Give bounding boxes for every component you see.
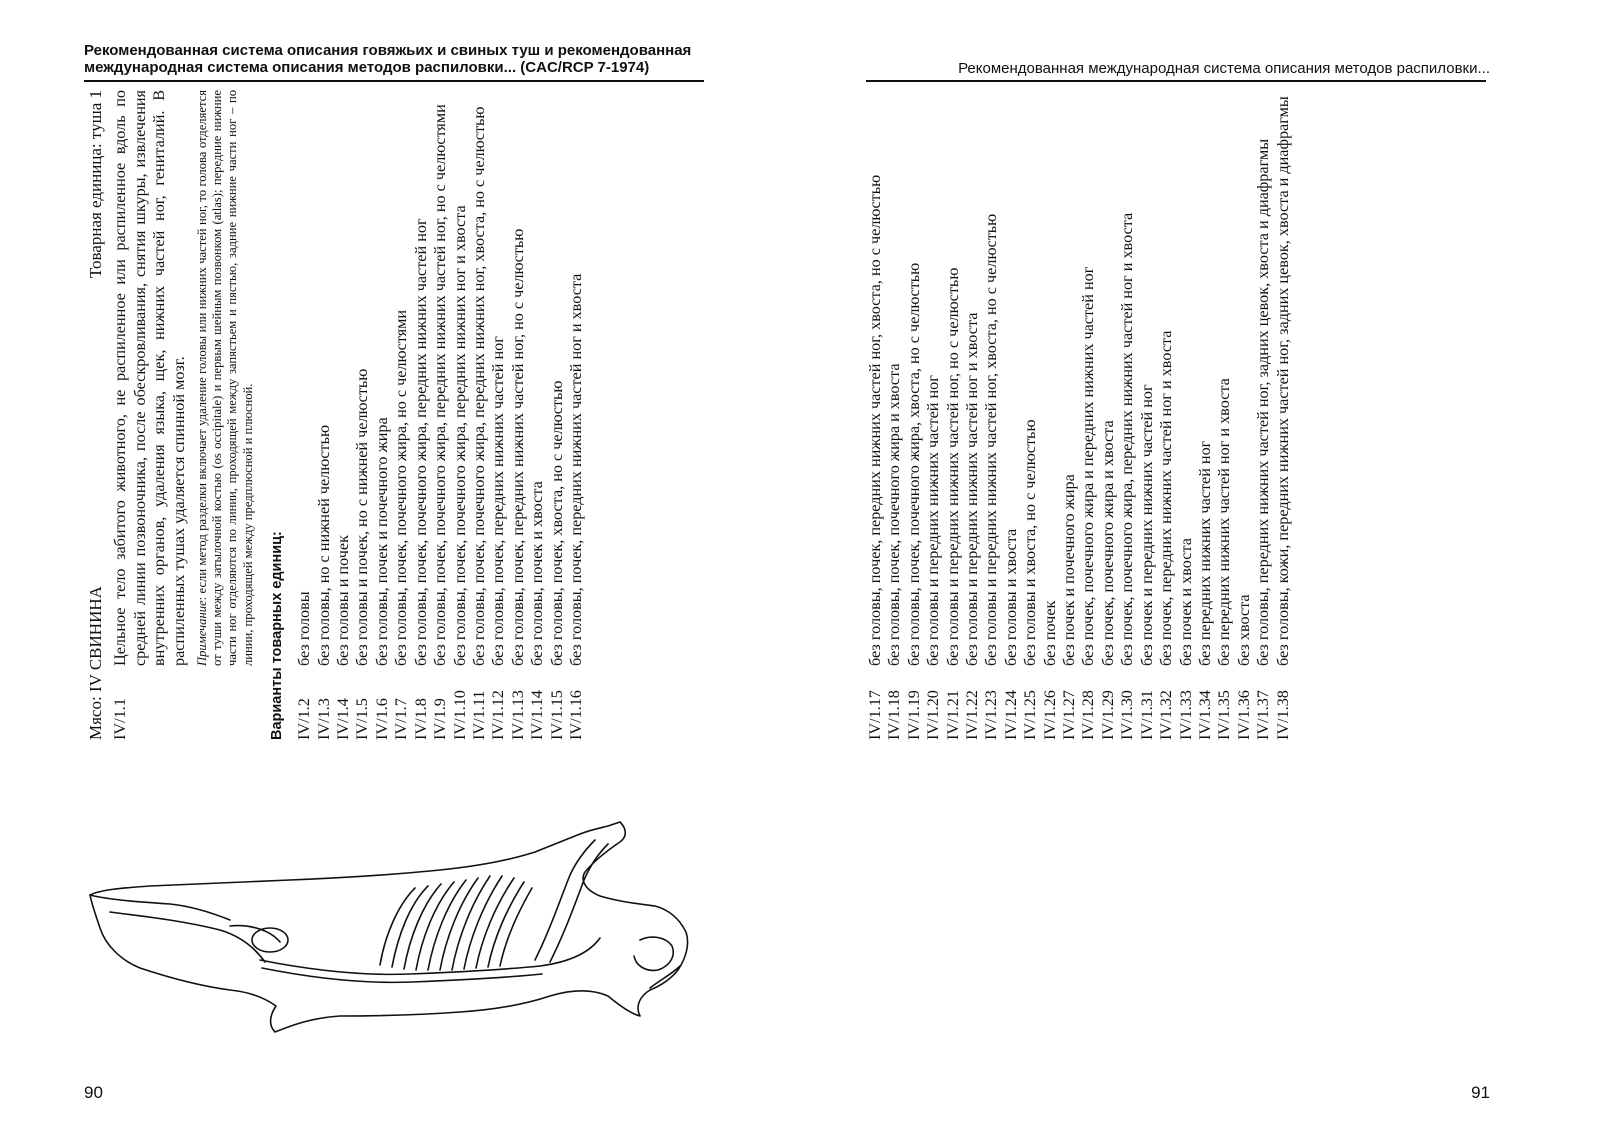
variant-text: без головы, почек, почечного жира, передних нижних частей ног, но с челюстями — [431, 104, 450, 666]
left-variants-list — [295, 90, 586, 740]
variant-code: IV/1.7 — [392, 698, 411, 740]
variant-text: без головы, но с нижней челюстью — [314, 424, 333, 666]
right-variants-list — [866, 90, 1293, 740]
variant-code: IV/1.15 — [547, 690, 566, 740]
variant-code: IV/1.30 — [1118, 690, 1137, 740]
variant-text: без почек, почечного жира и хвоста — [1098, 420, 1117, 666]
variant-code: IV/1.32 — [1157, 690, 1176, 740]
variant-row — [353, 90, 372, 740]
variant-row — [451, 90, 470, 740]
main-definition — [111, 90, 189, 740]
variant-text: без головы — [295, 591, 314, 666]
variant-code: IV/1.19 — [904, 690, 923, 740]
variant-row — [905, 90, 924, 740]
variant-code: IV/1.13 — [508, 690, 527, 740]
variant-row — [431, 90, 450, 740]
variant-row — [982, 90, 1001, 740]
variant-code: IV/1.3 — [314, 698, 333, 740]
variant-row — [963, 90, 982, 740]
variant-row — [866, 90, 885, 740]
variant-row — [1254, 90, 1273, 740]
variant-text: без головы, передних нижних частей ног, задних цевок, хвоста и диафрагмы — [1254, 138, 1273, 666]
variant-text: без головы и хвоста — [1001, 528, 1020, 666]
variant-code: IV/1.21 — [943, 690, 962, 740]
variant-text: без головы, почек, передних нижних частей ног, но с челюстью — [508, 228, 527, 666]
variant-code: IV/1.12 — [489, 690, 508, 740]
variant-text: без головы, почек и почечного жира — [372, 417, 391, 666]
left-rotated-content — [86, 90, 706, 740]
variant-code: IV/1.2 — [295, 698, 314, 740]
variant-code: IV/1.11 — [469, 690, 488, 740]
variant-text: без хвоста — [1234, 594, 1253, 666]
variant-row — [1118, 90, 1137, 740]
variant-row — [1274, 90, 1293, 740]
variant-text: без головы и почек — [334, 535, 353, 666]
variant-code: IV/1.25 — [1021, 690, 1040, 740]
note-label: Примечание — [195, 600, 210, 666]
variant-row — [1157, 90, 1176, 740]
variant-code: IV/1.8 — [411, 698, 430, 740]
variant-code: IV/1.27 — [1060, 690, 1079, 740]
variant-text: без головы и передних нижних частей ног, хвоста, но с челюстью — [982, 213, 1001, 666]
right-running-header: Рекомендованная международная система описания методов распиловки... — [958, 60, 1490, 77]
variant-code: IV/1.20 — [924, 690, 943, 740]
variant-text: без головы, почек, передних нижних частей ног, хвоста, но с челюстью — [866, 174, 884, 666]
variant-code: IV/1.9 — [431, 698, 450, 740]
variant-code: IV/1.5 — [353, 698, 372, 740]
variant-row — [373, 90, 392, 740]
variant-code: IV/1.29 — [1098, 690, 1117, 740]
variant-code: IV/1.31 — [1137, 690, 1156, 740]
variant-row — [1041, 90, 1060, 740]
variant-text: без головы, почек, передних нижних частей ног — [489, 336, 508, 666]
variant-text: без почек, передних нижних частей ног и хвоста — [1157, 330, 1176, 666]
variant-code: IV/1.26 — [1040, 690, 1059, 740]
variant-code: IV/1.38 — [1273, 690, 1292, 740]
variant-row — [924, 90, 943, 740]
right-page — [800, 0, 1600, 1132]
variant-text: без передних нижних частей ног и хвоста — [1215, 378, 1234, 666]
variant-row — [392, 90, 411, 740]
variant-code: IV/1.17 — [866, 690, 884, 740]
variant-code: IV/1.28 — [1079, 690, 1098, 740]
variant-row — [1021, 90, 1040, 740]
variant-row — [334, 90, 353, 740]
variant-text: без головы и почек, но с нижней челюстью — [353, 368, 372, 666]
right-header-rule — [866, 80, 1486, 82]
variant-code: IV/1.10 — [450, 690, 469, 740]
variant-text: без головы, почек, почечного жира, передних нижних ног, хвоста, но с челюстью — [469, 106, 488, 666]
left-running-header: Рекомендованная система описания говяжьих и свиных туш и рекомендованная международная система описания методов распиловки... (CAC/RCP 7-1974) — [84, 42, 692, 76]
variant-text: без головы и хвоста, но с челюстью — [1021, 419, 1040, 666]
right-page-number: 91 — [1471, 1083, 1490, 1102]
section-heading-row — [86, 90, 105, 740]
variant-text: без головы, почек, почечного жира и хвоста — [885, 363, 904, 666]
variant-code: IV/1.22 — [963, 690, 982, 740]
variant-row — [295, 90, 314, 740]
variants-title: Варианты товарных единиц: — [268, 531, 285, 740]
variant-text: без головы и передних нижних частей ног, но с челюстью — [943, 267, 962, 666]
pig-carcass-illustration — [80, 820, 700, 1040]
right-rotated-content — [866, 90, 1486, 740]
variant-row — [509, 90, 528, 740]
variant-code: IV/1.33 — [1176, 690, 1195, 740]
variant-code: IV/1.23 — [982, 690, 1001, 740]
variant-row — [1079, 90, 1098, 740]
variant-code: IV/1.4 — [334, 698, 353, 740]
variant-text: без головы, почек, хвоста, но с челюстью — [547, 380, 566, 666]
variant-text: без головы, почек, передних нижних частей ног и хвоста — [566, 273, 585, 666]
variant-code: IV/1.16 — [566, 690, 585, 740]
variant-text: без головы, кожи, передних нижних частей ног, задних цевок, хвоста и диафрагмы — [1273, 96, 1292, 666]
variant-text: без почек, почечного жира и передних нижних частей ног — [1079, 266, 1098, 666]
variant-code: IV/1.34 — [1195, 690, 1214, 740]
note — [195, 90, 256, 666]
variant-code: IV/1.37 — [1254, 690, 1273, 740]
variant-text: без головы, почек и хвоста — [528, 481, 547, 666]
variant-row — [1060, 90, 1079, 740]
main-code: IV/1.1 — [111, 698, 130, 740]
variant-row — [1099, 90, 1118, 740]
variant-text: без головы и передних нижних частей ног — [924, 375, 943, 666]
variant-code: IV/1.36 — [1234, 690, 1253, 740]
variant-code: IV/1.14 — [528, 690, 547, 740]
left-header-rule — [84, 80, 704, 82]
unit-title: Товарная единица: туша 1 — [86, 90, 105, 279]
variant-text: без почек и почечного жира — [1060, 474, 1079, 666]
variant-row — [315, 90, 334, 740]
variant-code: IV/1.6 — [372, 698, 391, 740]
variant-row — [1196, 90, 1215, 740]
variant-row — [944, 90, 963, 740]
variant-row — [548, 90, 567, 740]
variant-row — [1138, 90, 1157, 740]
variant-text: без передних нижних частей ног — [1195, 440, 1214, 666]
variant-text: без головы, почек, почечного жира, передних нижних частей ног — [411, 218, 430, 666]
variant-row — [567, 90, 586, 740]
variant-text: без головы и передних нижних частей ног и хвоста — [963, 312, 982, 666]
variant-text: без головы, почек, почечного жира, хвоста, но с челюстью — [904, 262, 923, 666]
main-text: Цельное тело забитого животного, не распиленное или распиленное вдоль по средней линии позвоночника, после обескровливания, снятия шкуры, извлечения внутренних органов, удаления языка, щек, нижних частей ног, гениталий. В распиленных тушах удаляется спинной мозг. — [111, 90, 188, 666]
variant-row — [470, 90, 489, 740]
variant-text: без почек и передних нижних частей ног — [1137, 384, 1156, 666]
left-page-number: 90 — [84, 1083, 103, 1102]
variant-code: IV/1.35 — [1215, 690, 1234, 740]
variant-text: без почек — [1040, 600, 1059, 666]
variant-row — [1177, 90, 1196, 740]
variant-row — [528, 90, 547, 740]
variant-text: без почек и хвоста — [1176, 538, 1195, 666]
variant-text: без головы, почек, почечного жира, передних нижних ног и хвоста — [450, 205, 469, 666]
variant-row — [1002, 90, 1021, 740]
variant-row — [885, 90, 904, 740]
variant-row — [412, 90, 431, 740]
variant-row — [1215, 90, 1234, 740]
variant-code: IV/1.18 — [885, 690, 904, 740]
variant-row — [1235, 90, 1254, 740]
note-text: : если метод разделки включает удаление головы или нижних частей ног, то голова отделяется от туши между затылочной костью (os occipitale) и первым шейным позвонком (atlas); передние нижние части ног отделяются по линии, проходящей между запястьем и пястью, задние нижние части ног – по линии, проходящей между предплюсной и плюсной. — [195, 90, 255, 666]
variant-row — [489, 90, 508, 740]
section-title: Мясо: IV СВИНИНА — [86, 586, 105, 740]
variant-text: без почек, почечного жира, передних нижних частей ног и хвоста — [1118, 212, 1137, 666]
variant-code: IV/1.24 — [1001, 690, 1020, 740]
variant-text: без головы, почек, почечного жира, но с челюстями — [392, 309, 411, 666]
